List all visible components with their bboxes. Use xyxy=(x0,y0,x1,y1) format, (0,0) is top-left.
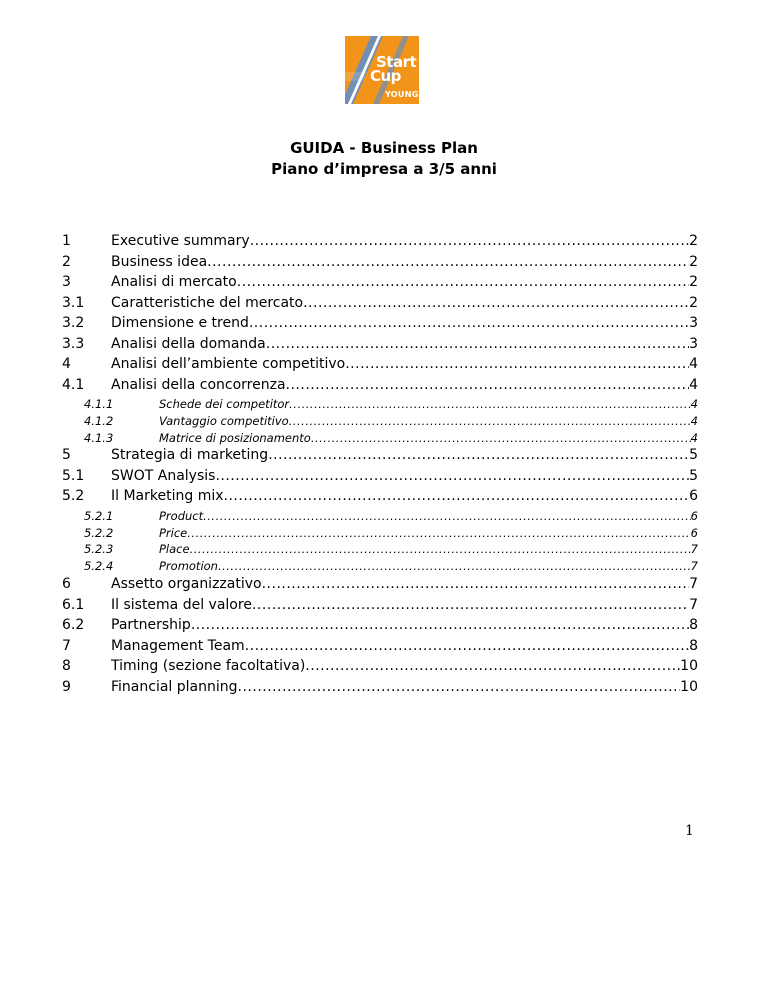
toc-entry-number: 4.1 xyxy=(62,376,85,393)
toc-entry-number: 3 xyxy=(62,274,71,290)
toc-entry-label: Partnership xyxy=(111,617,191,634)
toc-dot-leader xyxy=(203,509,691,523)
toc-entry[interactable] xyxy=(62,414,698,431)
toc-entry-label: Strategia di marketing xyxy=(111,447,269,464)
toc-entry-number: 1 xyxy=(62,233,71,249)
toc-entry-label: Product xyxy=(159,508,204,523)
toc-entry-number: 6.2 xyxy=(62,617,85,634)
toc-entry-label: Caratteristiche del mercato xyxy=(111,294,304,311)
toc-entry-label: Analisi della concorrenza xyxy=(111,376,286,393)
document-title: GUIDA - Business Plan xyxy=(290,139,478,157)
toc-dot-leader xyxy=(345,356,689,372)
toc-entry[interactable] xyxy=(62,274,698,295)
toc-entry-page: 7 xyxy=(689,576,698,593)
toc-entry-number: 5.2 xyxy=(62,488,85,505)
toc-entry-label: Timing (sezione facoltativa) xyxy=(111,658,306,675)
toc-entry-number: 5.1 xyxy=(62,467,85,484)
toc-dot-leader xyxy=(266,336,689,352)
toc-entry[interactable] xyxy=(62,336,698,357)
toc-entry-page: 6 xyxy=(690,508,698,523)
toc-dot-leader xyxy=(245,638,689,654)
toc-entry-number: 7 xyxy=(62,637,71,654)
toc-dot-leader xyxy=(250,233,689,249)
toc-entry-label: SWOT Analysis xyxy=(111,467,216,484)
toc-dot-leader xyxy=(215,468,689,484)
logo-text-start: Start xyxy=(376,53,417,71)
toc-entry-page: 2 xyxy=(689,274,698,290)
toc-entry-label: Il sistema del valore xyxy=(111,596,252,613)
toc-entry-page: 8 xyxy=(689,637,698,654)
toc-entry[interactable] xyxy=(62,597,698,618)
toc-entry[interactable] xyxy=(62,576,698,597)
toc-dot-leader xyxy=(191,617,689,633)
toc-entry-page: 4 xyxy=(689,376,698,393)
toc-entry[interactable] xyxy=(62,468,698,489)
toc-entry-page: 2 xyxy=(689,233,698,249)
toc-dot-leader xyxy=(286,377,690,393)
toc-dot-leader xyxy=(187,526,690,540)
toc-entry-page: 3 xyxy=(689,335,698,352)
toc-entry-number: 5.2.4 xyxy=(84,559,114,574)
toc-entry[interactable] xyxy=(62,542,698,559)
toc-entry-number: 5.2.3 xyxy=(84,542,114,557)
toc-dot-leader xyxy=(303,295,689,311)
toc-entry-page: 6 xyxy=(690,525,698,540)
toc-entry-page: 10 xyxy=(680,658,698,675)
toc-entry-number: 4.1.2 xyxy=(84,413,114,428)
toc-entry-page: 4 xyxy=(690,413,698,428)
toc-entry[interactable] xyxy=(62,295,698,316)
toc-dot-leader xyxy=(252,597,689,613)
toc-entry[interactable] xyxy=(62,356,698,377)
toc-entry-number: 9 xyxy=(62,678,71,695)
toc-entry[interactable] xyxy=(62,509,698,526)
toc-entry-label: Analisi della domanda xyxy=(111,335,266,352)
logo-text-cup: Cup xyxy=(370,67,401,85)
toc-entry[interactable] xyxy=(62,617,698,638)
table-of-contents xyxy=(62,233,698,699)
toc-entry-label: Matrice di posizionamento xyxy=(159,430,311,445)
toc-entry-page: 7 xyxy=(690,559,698,574)
toc-entry-page: 4 xyxy=(690,397,698,411)
toc-entry[interactable] xyxy=(62,679,698,700)
toc-dot-leader xyxy=(305,658,680,674)
toc-entry-page: 6 xyxy=(689,488,698,505)
toc-entry-number: 6 xyxy=(62,576,71,593)
toc-entry[interactable] xyxy=(62,431,698,448)
toc-entry[interactable] xyxy=(62,233,698,254)
toc-entry-label: Dimensione e trend xyxy=(111,315,249,331)
toc-entry-label: Executive summary xyxy=(111,233,250,249)
logo-text-young: YOUNG xyxy=(385,90,419,99)
toc-entry-number: 3.3 xyxy=(62,335,85,352)
toc-dot-leader xyxy=(262,576,689,592)
toc-entry-page: 4 xyxy=(689,356,698,372)
toc-entry[interactable] xyxy=(62,254,698,275)
toc-entry-number: 3.1 xyxy=(62,294,85,311)
document-subtitle: Piano d’impresa a 3/5 anni xyxy=(271,160,497,178)
toc-entry-page: 5 xyxy=(689,447,698,464)
toc-entry-number: 2 xyxy=(62,253,71,270)
toc-entry-page: 7 xyxy=(690,542,698,557)
toc-entry-number: 8 xyxy=(62,658,71,675)
toc-dot-leader xyxy=(249,315,689,331)
toc-entry[interactable] xyxy=(62,447,698,468)
toc-entry-label: Schede dei competitor xyxy=(159,397,290,411)
toc-dot-leader xyxy=(190,542,691,556)
toc-entry[interactable] xyxy=(62,658,698,679)
toc-entry-page: 7 xyxy=(689,596,698,613)
toc-dot-leader xyxy=(207,254,689,270)
toc-entry-label: Analisi dell’ambiente competitivo xyxy=(111,356,346,372)
toc-entry-page: 2 xyxy=(689,253,698,270)
toc-entry-label: Business idea xyxy=(111,253,208,270)
toc-entry[interactable] xyxy=(62,488,698,509)
toc-entry-label: Place xyxy=(159,542,190,557)
toc-dot-leader xyxy=(289,397,691,411)
toc-entry-label: Promotion xyxy=(159,559,218,574)
toc-entry-label: Financial planning xyxy=(111,678,238,695)
toc-entry-label: Management Team xyxy=(111,637,245,654)
toc-entry-label: Assetto organizzativo xyxy=(111,576,262,593)
toc-entry-label: Vantaggio competitivo xyxy=(159,413,289,428)
toc-entry[interactable] xyxy=(62,526,698,543)
toc-entry-page: 5 xyxy=(689,467,698,484)
toc-entry-label: Il Marketing mix xyxy=(111,488,224,505)
toc-entry-number: 4 xyxy=(62,356,71,372)
toc-entry[interactable] xyxy=(62,315,698,336)
toc-entry-number: 4.1.1 xyxy=(84,397,114,411)
toc-entry-number: 3.2 xyxy=(62,315,85,331)
toc-dot-leader xyxy=(218,559,691,573)
toc-entry-number: 5.2.1 xyxy=(84,508,114,523)
toc-dot-leader xyxy=(238,679,681,695)
toc-entry-page: 4 xyxy=(690,430,698,445)
toc-entry-number: 6.1 xyxy=(62,596,85,613)
toc-entry[interactable] xyxy=(62,397,698,414)
toc-dot-leader xyxy=(224,488,690,504)
toc-entry-number: 5 xyxy=(62,447,71,464)
toc-entry[interactable] xyxy=(62,377,698,398)
toc-entry-page: 10 xyxy=(680,678,698,695)
toc-entry-number: 4.1.3 xyxy=(84,430,114,445)
toc-dot-leader xyxy=(237,274,689,290)
toc-entry-label: Analisi di mercato xyxy=(111,274,237,290)
toc-dot-leader xyxy=(289,414,691,428)
toc-entry-number: 5.2.2 xyxy=(84,525,114,540)
startcup-young-logo xyxy=(345,36,419,104)
page-number: 1 xyxy=(685,823,694,839)
toc-dot-leader xyxy=(311,431,691,445)
toc-dot-leader xyxy=(268,447,689,463)
toc-entry[interactable] xyxy=(62,638,698,659)
toc-entry-page: 8 xyxy=(689,617,698,634)
toc-entry-label: Price xyxy=(159,525,188,540)
toc-entry-page: 3 xyxy=(689,315,698,331)
toc-entry[interactable] xyxy=(62,559,698,576)
toc-entry-page: 2 xyxy=(689,294,698,311)
